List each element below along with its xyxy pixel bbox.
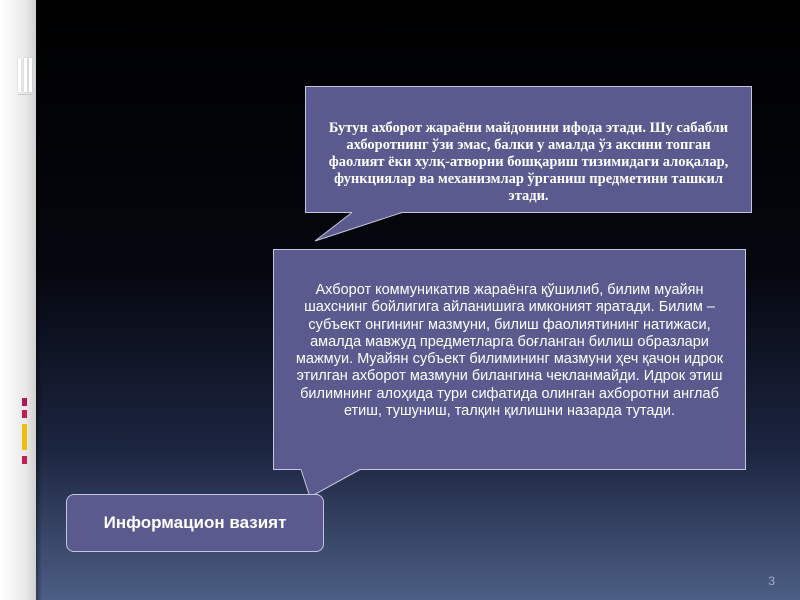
situation-label-text: Информацион вазият xyxy=(103,513,287,532)
accent-bar-magenta-3 xyxy=(22,456,27,464)
middle-callout xyxy=(273,249,746,470)
top-callout-text: Бутун ахборот жараёни майдонини ифода этади. Шу сабабли ахборотнинг ўзи эмас, балки у амалда ўз аксини топган фаолият ёки хулқ-атворни бошқариш тизимидаги алоқалар, функциялар ва механизмлар ўрганиш предметини ташкил этади. xyxy=(328,120,729,204)
band-shadow xyxy=(36,0,42,600)
accent-bar-magenta-1 xyxy=(22,398,27,406)
accent-bar-magenta-2 xyxy=(22,410,27,418)
accent-bar-yellow xyxy=(22,424,27,450)
top-callout xyxy=(305,86,752,213)
page-number: 3 xyxy=(768,574,775,588)
middle-callout-text: Ахборот коммуникатив жараёнга қўшилиб, билим муайян шахснинг бойлигига айланишига имконият яратади. Билим – субъект онгининг мазмуни, билиш фаолиятининг натижаси, амалда мавжуд предметларга боғланган билиш образлари мажмуи. Муайян субъект билимининг мазмуни ҳеч қачон идрок этилган ахборот мазмуни билангина чекланмайди. Идрок этиш билимнинг алоҳида тури сифатида олинган ахборотни англаб етиш, тушуниш, талқин қилишни назарда тутади. xyxy=(295,282,724,420)
situation-label-box xyxy=(66,494,324,552)
